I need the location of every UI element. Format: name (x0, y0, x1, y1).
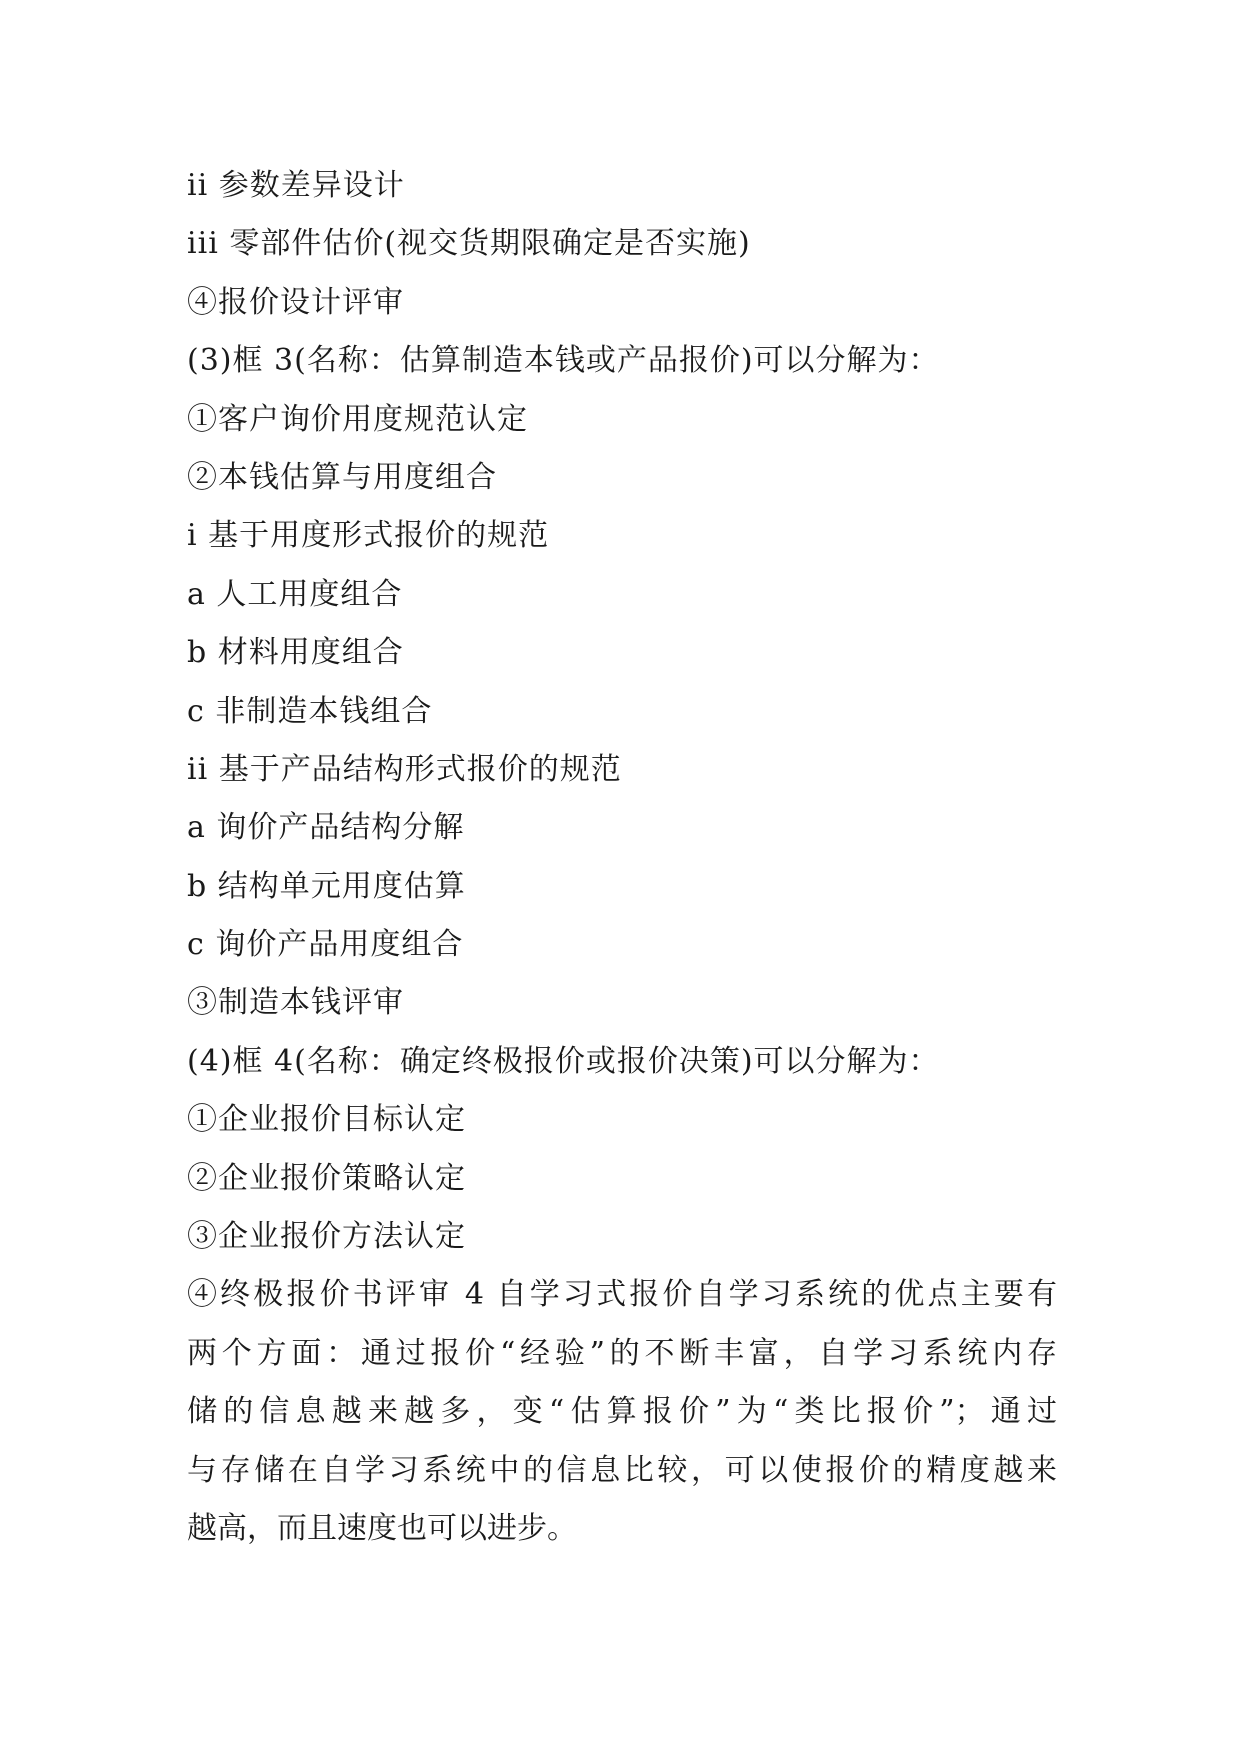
list-item: ③制造本钱评审 (187, 985, 404, 1021)
list-item: ②企业报价策略认定 (187, 1160, 466, 1196)
list-item: ③企业报价方法认定 (187, 1219, 466, 1255)
list-item: i 基于用度形式报价的规范 (187, 518, 550, 554)
list-item: b 结构单元用度估算 (187, 868, 466, 904)
list-item: a 人工用度组合 (187, 576, 403, 612)
document-body (187, 157, 1057, 1558)
paragraph-line: 越高，而且速度也可以进步。 (187, 1510, 577, 1546)
section-heading: (4)框 4(名称：确定终极报价或报价决策)可以分解为： (187, 1043, 940, 1079)
list-item: c 询价产品用度组合 (187, 927, 464, 963)
paragraph-line: ④终极报价书评审 4 自学习式报价自学习系统的优点主要有 (187, 1277, 1057, 1313)
section-heading: (3)框 3(名称：估算制造本钱或产品报价)可以分解为： (187, 343, 940, 379)
paragraph-line: 储的信息越来越多，变“估算报价”为“类比报价”；通过 (187, 1394, 1057, 1430)
list-item: a 询价产品结构分解 (187, 810, 465, 846)
list-item: ii 基于产品结构形式报价的规范 (187, 751, 622, 787)
list-item: ii 参数差异设计 (187, 168, 405, 203)
list-item: ②本钱估算与用度组合 (187, 459, 497, 495)
list-item: ①客户询价用度规范认定 (187, 401, 528, 437)
list-item: c 非制造本钱组合 (187, 693, 433, 729)
paragraph-line: 与存储在自学习系统中的信息比较，可以使报价的精度越来 (187, 1452, 1057, 1488)
paragraph-line: 两个方面：通过报价“经验”的不断丰富，自学习系统内存 (187, 1335, 1057, 1371)
list-item: b 材料用度组合 (187, 635, 404, 671)
list-item: ④报价设计评审 (187, 284, 404, 320)
list-item: ①企业报价目标认定 (187, 1102, 466, 1138)
list-item: iii 零部件估价(视交货期限确定是否实施) (187, 226, 751, 262)
